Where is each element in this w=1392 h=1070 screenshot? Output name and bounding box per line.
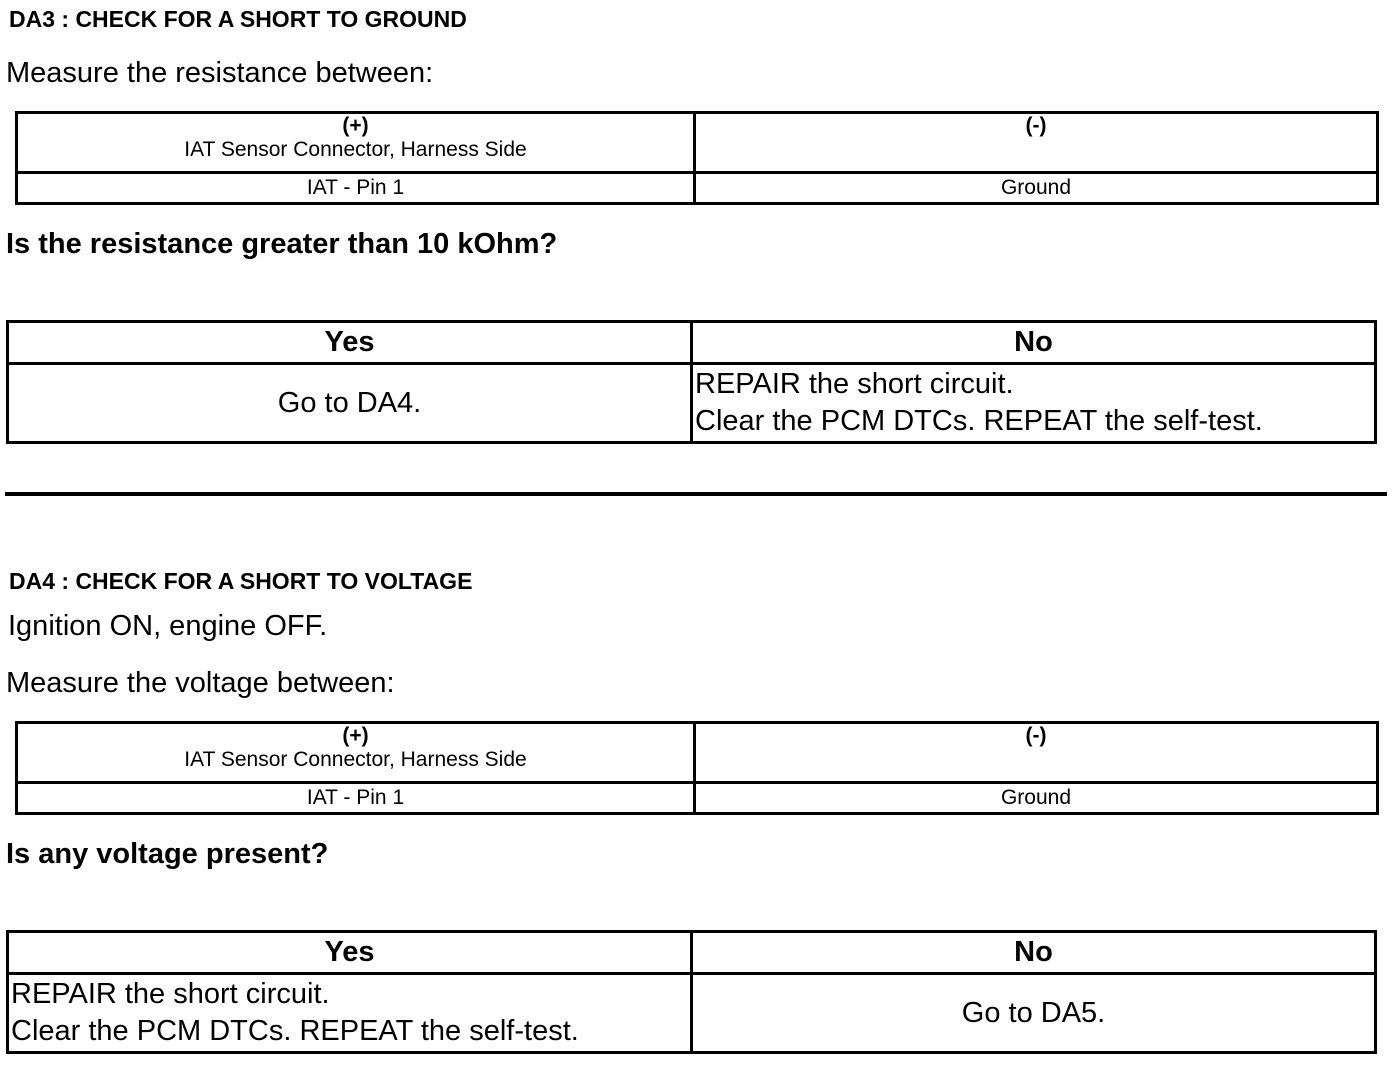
da4-minus-header-cell [695,723,1378,783]
da4-no-cell [692,974,1376,1053]
da4-heading: DA4 : CHECK FOR A SHORT TO VOLTAGE [9,568,473,594]
da4-no-line: Go to DA5. [961,996,1106,1029]
da3-minus-value: Ground [695,173,1378,204]
da4-instruction-2: Measure the voltage between: [6,667,395,699]
da4-plus-value: IAT - Pin 1 [17,783,695,814]
da3-instruction: Measure the resistance between: [6,57,434,89]
da4-yes-line-2: Clear the PCM DTCs. REPEAT the self-test. [11,1015,579,1047]
da3-no-line-2: Clear the PCM DTCs. REPEAT the self-test. [695,405,1263,437]
da4-result-table [6,930,1377,1054]
da4-plus-header: (+) [342,724,369,747]
da3-measure-table [15,111,1379,205]
da3-no-header: No [692,322,1376,364]
da3-no-line-1: REPAIR the short circuit. [695,368,1014,400]
da4-instruction-1: Ignition ON, engine OFF. [8,610,328,642]
da3-plus-sub: IAT Sensor Connector, Harness Side [184,138,527,161]
da3-plus-header-cell [17,113,695,173]
da3-plus-value: IAT - Pin 1 [17,173,695,204]
da3-minus-header: (-) [1025,114,1047,137]
da3-minus-header-cell [695,113,1378,173]
da4-plus-header-cell [17,723,695,783]
da4-yes-cell [8,974,692,1053]
da3-yes-header: Yes [8,322,692,364]
da3-result-table [6,320,1377,444]
da4-question: Is any voltage present? [6,838,329,870]
section-divider [5,492,1387,496]
da3-question: Is the resistance greater than 10 kOhm? [6,228,558,260]
da3-plus-header: (+) [342,114,369,137]
da4-plus-sub: IAT Sensor Connector, Harness Side [184,748,527,771]
da4-minus-header: (-) [1025,724,1047,747]
da4-minus-value: Ground [695,783,1378,814]
da4-measure-table [15,721,1379,815]
da3-yes-cell [8,364,692,443]
da4-yes-header: Yes [8,932,692,974]
da4-yes-line-1: REPAIR the short circuit. [11,978,330,1010]
da3-no-cell [692,364,1376,443]
da3-yes-line: Go to DA4. [277,386,422,419]
da4-no-header: No [692,932,1376,974]
da3-heading: DA3 : CHECK FOR A SHORT TO GROUND [9,6,467,32]
